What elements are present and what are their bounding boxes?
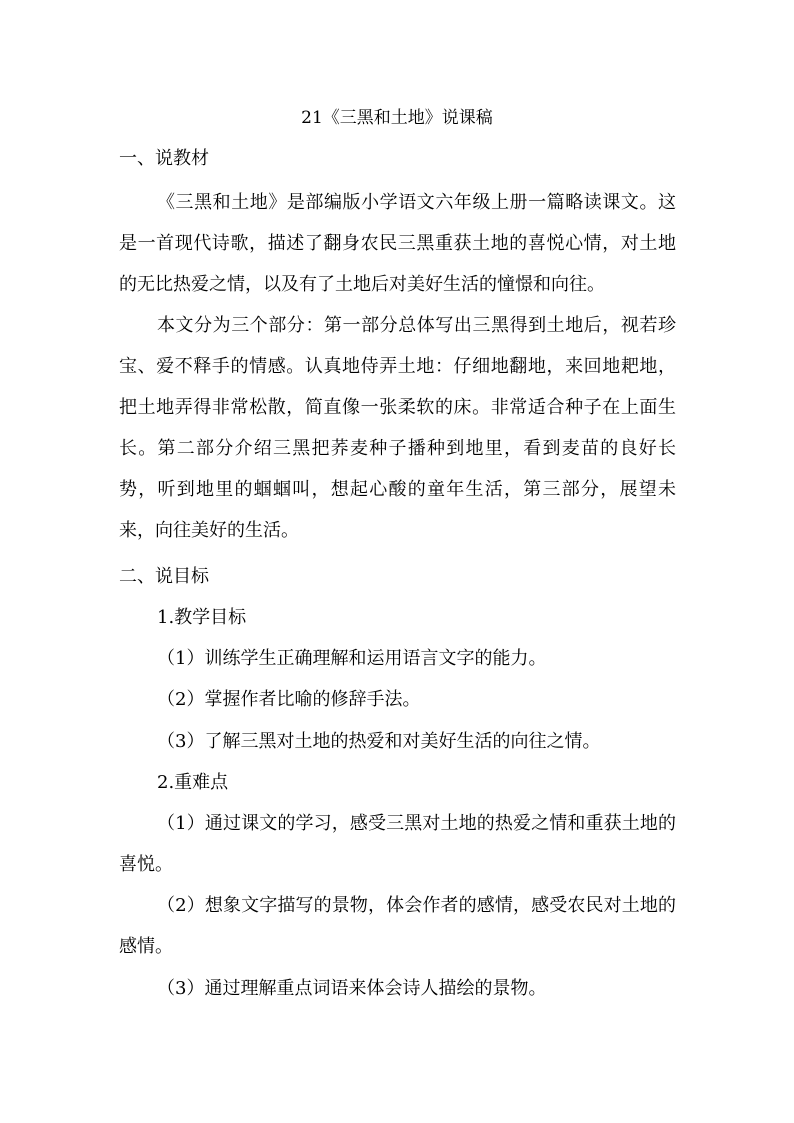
key-point-1: （1）通过课文的学习，感受三黑对土地的热爱之情和重获土地的喜悦。 [119, 813, 676, 875]
paragraph-textbook-intro: 《三黑和土地》是部编版小学语文六年级上册一篇略读课文。这是一首现代诗歌，描述了翻身农民三黑重获土地的喜悦心情，对土地的无比热爱之情，以及有了土地后对美好生活的憧憬和向往。 [119, 192, 676, 295]
subheading-key-points: 2.重难点 [157, 772, 229, 793]
goal-item-3: （3）了解三黑对土地的热爱和对美好生活的向往之情。 [157, 731, 601, 752]
document-title: 21《三黑和土地》说课稿 [301, 108, 493, 128]
goal-item-2: （2）掌握作者比喻的修辞手法。 [157, 689, 421, 710]
goal-item-1: （1）训练学生正确理解和运用语言文字的能力。 [157, 648, 547, 669]
key-point-2: （2）想象文字描写的景物，体会作者的感情，感受农民对土地的感情。 [119, 895, 676, 957]
section-heading-textbook: 一、说教材 [119, 148, 209, 169]
section-heading-goals: 二、说目标 [119, 566, 209, 587]
key-point-3: （3）通过理解重点词语来体会诗人描绘的景物。 [157, 978, 547, 999]
subheading-teaching-goals: 1.教学目标 [157, 607, 247, 628]
paragraph-textbook-structure: 本文分为三个部分：第一部分总体写出三黑得到土地后，视若珍宝、爱不释手的情感。认真地侍弄土地：仔细地翻地，来回地耙地，把土地弄得非常松散，简直像一张柔软的床。非常适合种子在上面生长。第二部分介绍三黑把荞麦种子播种到地里，看到麦苗的良好长势，听到地里的蝈蝈叫，想起心酸的童年生活，第三部分，展望未来，向往美好的生活。 [119, 315, 676, 541]
